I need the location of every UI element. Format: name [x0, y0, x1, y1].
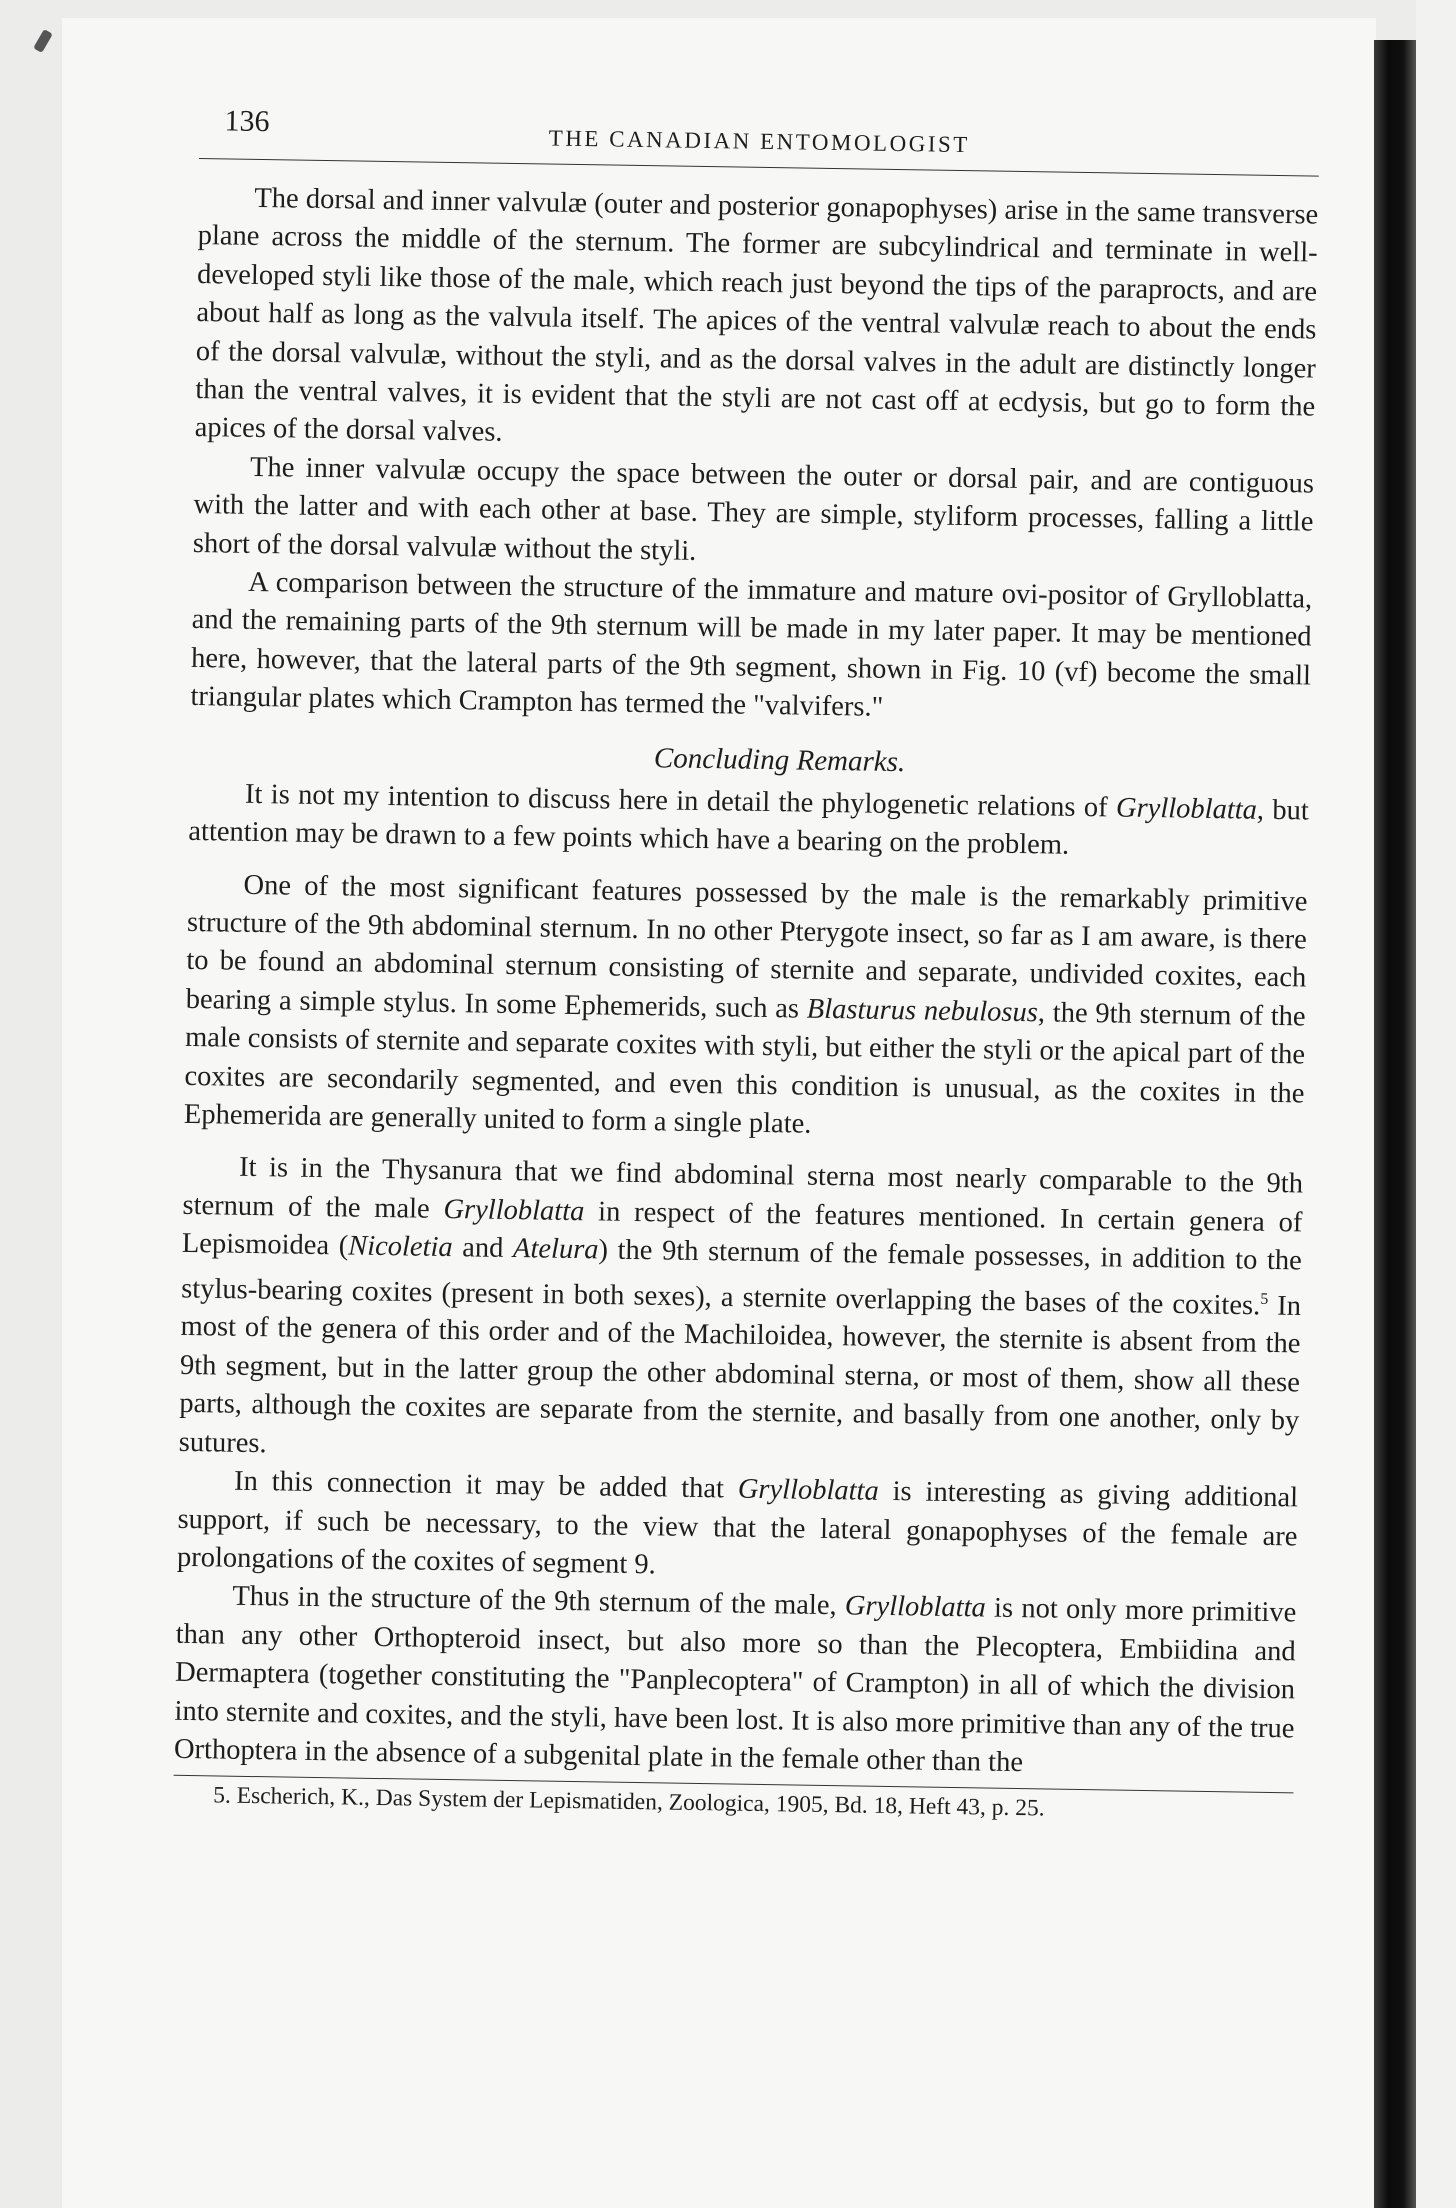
section-heading: Concluding Remarks.	[653, 741, 906, 778]
footnote: 5. Escherich, K., Das System der Lepismatiden, Zoologica, 1905, Bd. 18, Heft 43, p. 25.	[173, 1775, 1293, 1828]
scan-mark	[33, 29, 53, 53]
book-spine-shadow	[1374, 40, 1416, 2208]
paragraph: One of the most significant features possessed by the male is the remarkably primitive structure of the 9th abdominal sternum. In no other Pterygote insect, so far as I am aware, is there to be found an abdominal sternum consisting of sternite and separate, undivided coxites, each bearing a simple stylus. In some Ephemerids, such as Blasturus nebulosus, the 9th sternum of the male consists of sternite and separate coxites with styli, but either the styli or the apical part of the coxites are secondarily segmented, and even this condition is unusual, as the coxites in the Ephemerida are generally united to form a single plate.	[183, 869, 1308, 1140]
page-content	[173, 92, 1320, 1828]
genus-name: Grylloblatta	[1115, 792, 1258, 826]
paragraph: A comparison between the structure of the immature and mature ovi-positor of Grylloblatta, and the remaining parts of the 9th sternum will be made in my later paper. It may be mentioned here, however, that the lateral parts of the 9th segment, shown in Fig. 10 (vf) become the small triangular plates which Crampton has termed the "valvifers."	[190, 566, 1313, 724]
genus-name: Grylloblatta	[443, 1193, 585, 1227]
genus-name: Atelura	[512, 1233, 599, 1266]
paragraph: Thus in the structure of the 9th sternum of the male, Grylloblatta is not only more primitive than any other Orthopteroid insect, but also more so than the Plecoptera, Embiidina and Dermaptera (together constituting the "Panplecoptera" of Crampton) in all of which the division into sternite and coxites, and the styli, have been lost. It is also more primitive than any of the true Orthoptera in the absence of a subgenital plate in the female other than the	[173, 1581, 1297, 1779]
running-title: THE CANADIAN ENTOMOLOGIST	[548, 125, 971, 158]
genus-name: Grylloblatta	[737, 1473, 879, 1507]
footnote-ref: 5	[1260, 1290, 1269, 1308]
genus-name: Grylloblatta	[844, 1590, 987, 1624]
paragraph: The inner valvulæ occupy the space between the outer or dorsal pair, and are contiguous with the latter and with each other at base. They are simple, styliform processes, falling a little short of the dorsal valvulæ without the styli.	[192, 451, 1315, 567]
paragraph: In this connection it may be added that Grylloblatta is interesting as giving additional support, if such be necessary, to the view that the lateral gonapophyses of the female are prolongations of the coxites of segment 9.	[176, 1465, 1299, 1581]
page-edge	[1416, 0, 1456, 2208]
genus-name: Nicoletia	[347, 1230, 453, 1264]
page-number: 136	[224, 104, 270, 139]
paragraph: The dorsal and inner valvulæ (outer and posterior gonapophyses) arise in the same transverse plane across the middle of the sternum. The former are subcylindrical and terminate in well-developed styli like those of the male, which reach just beyond the tips of the paraprocts, and are about half as long as the valvula itself. The apices of the ventral valvulæ reach to about the ends of the dorsal valvulæ, without the styli, and as the dorsal valves in the adult are distinctly longer than the ventral valves, it is evident that the styli are not cast off at ecdysis, but go to form the apices of the dorsal valves.	[194, 182, 1319, 449]
paragraph: It is in the Thysanura that we find abdominal sterna most nearly comparable to the 9th sternum of the male Grylloblatta in respect of the features mentioned. In certain genera of Lepismoidea (Nicoletia and Atelura) the 9th sternum of the female possesses, in addition to the stylus-bearing coxites (present in both sexes), a sternite overlapping the bases of the coxites.$^5$ In most of the genera of this order and of the Machiloidea, however, the sternite is absent from the 9th segment, but in the latter group the other abdominal sterna, or most of them, show all these parts, although the coxites are separate from the sternite, and basally from one another, only by sutures.	[178, 1152, 1304, 1459]
species-name: Blasturus nebulosus	[806, 993, 1039, 1028]
body-text	[174, 179, 1319, 1787]
paragraph: It is not my intention to discuss here in detail the phylogenetic relations of Grylloblatta, but attention may be drawn to a few points which have a bearing on the problem.	[188, 778, 1310, 861]
